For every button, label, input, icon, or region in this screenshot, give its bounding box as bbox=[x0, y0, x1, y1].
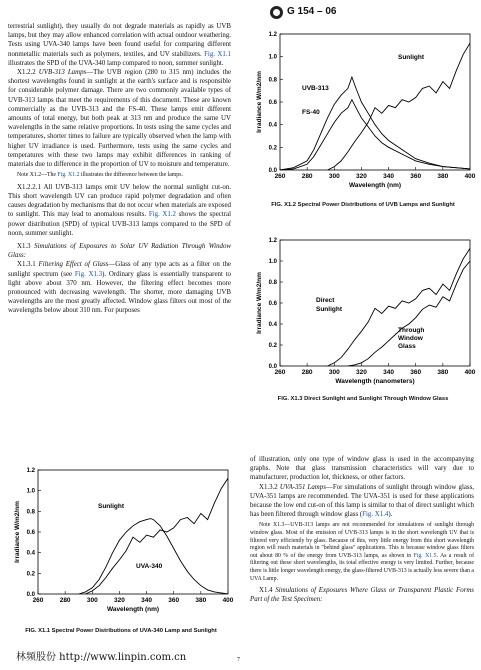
y-tick-label: 0.4 bbox=[268, 122, 277, 129]
plot-frame bbox=[280, 34, 470, 170]
figure-link[interactable]: Fig. X1.4 bbox=[362, 511, 389, 519]
x-tick-label: 260 bbox=[274, 173, 286, 180]
y-axis-label: Irradiance W/m2/nm bbox=[256, 71, 263, 133]
series-line bbox=[348, 261, 470, 366]
x-tick-label: 300 bbox=[86, 597, 98, 604]
spectral-chart-x1-1 bbox=[8, 462, 234, 622]
x-tick-label: 360 bbox=[410, 173, 422, 180]
spectral-chart-x1-3 bbox=[250, 232, 476, 394]
figure-link[interactable]: Fig. X1.1 bbox=[204, 50, 231, 58]
spectral-chart-x1-2 bbox=[250, 26, 476, 198]
x-tick-label: 260 bbox=[274, 369, 286, 376]
plot-frame bbox=[38, 470, 228, 594]
annotation-label: Sunlight bbox=[98, 503, 124, 510]
section-heading: X1.4 Simulations of Exposures Where Glass or Transparent Plastic Forms Part of the Test Specimen: bbox=[250, 587, 474, 604]
annotation-label: Direct bbox=[316, 297, 335, 304]
figure-x1-2 bbox=[250, 26, 476, 198]
x-tick-label: 280 bbox=[301, 173, 313, 180]
x-tick-label: 400 bbox=[222, 597, 234, 604]
paragraph: X1.2.2 UVB-313 Lamps—The UVB region (280 to 315 nm) includes the shortest wavelengths found in sunlight at the earth's surface and is responsible for considerable polymer damage. There are two commonly available types of UVB-313 lamps that meet the requirements of this document. These are known commercially as the UVB-313 and the FS-40. These lamps emit different amounts of total energy, but both peak at 313 nm and produce the same UV wavelengths in the same relative proportions. In tests using the same cycles and temperatures, shorter times to failure are typically observed when the lamp with higher UV irradiance is used. Furthermore, tests using the same cycles and temperatures with these two lamps may exhibit differences in ranking of materials due to difference in the proportion of UV to moisture and temperature. bbox=[8, 69, 232, 169]
figure-caption: FIG. X1.3 Direct Sunlight and Sunlight Through Window Glass bbox=[277, 396, 449, 402]
figure-caption: FIG. X1.2 Spectral Power Distributions of UVB Lamps and Sunlight bbox=[271, 202, 455, 208]
y-tick-label: 0.0 bbox=[268, 168, 277, 174]
x-axis-label: Wavelength (nm) bbox=[106, 606, 160, 613]
figure-link[interactable]: Fig. X1.2 bbox=[57, 172, 80, 179]
x-tick-label: 340 bbox=[141, 597, 153, 604]
series-line bbox=[86, 478, 229, 594]
annotation-label: UVB-313 bbox=[302, 85, 329, 92]
annotation-label: Window bbox=[398, 335, 423, 342]
y-tick-label: 1.0 bbox=[268, 54, 277, 61]
x-tick-label: 340 bbox=[383, 173, 395, 180]
y-tick-label: 0.8 bbox=[268, 280, 277, 286]
y-tick-label: 0.8 bbox=[268, 77, 277, 84]
y-axis-label: Irradiance W/m2/nm bbox=[14, 501, 21, 563]
x-axis-label: Wavelength (nm) bbox=[348, 182, 402, 189]
y-tick-label: 0.4 bbox=[268, 322, 277, 328]
x-tick-label: 320 bbox=[113, 597, 125, 604]
y-tick-label: 0.2 bbox=[268, 145, 277, 152]
y-tick-label: 1.0 bbox=[26, 488, 35, 495]
paragraph: X1.3.2 UVA-351 Lamps—For simulations of sunlight through window glass, UVA-351 lamps are recommended. The UVA-351 is used for these applications because the low end cut-on of this lamp is similar to that of direct sunlight which has been filtered through window glass (Fig. X1.4). bbox=[250, 483, 474, 519]
astm-logo-icon bbox=[270, 6, 283, 19]
y-tick-label: 0.6 bbox=[268, 100, 277, 106]
x-tick-label: 300 bbox=[328, 369, 340, 376]
plot-frame bbox=[280, 240, 470, 366]
y-tick-label: 0.6 bbox=[268, 301, 277, 307]
x-tick-label: 360 bbox=[410, 369, 422, 376]
paragraph: X1.2.2.1 All UVB-313 lamps emit UV below the normal sunlight cut-on. This short wavelength UV can produce rapid polymer degradation and often causes degradation by mechanisms that do not occur when materials are exposed to sunlight. This may lead to anomalous results. Fig. X1.2 shows the spectral power distribution (SPD) of typical UVB-313 lamps compared to the SPD of noon, summer sunlight. bbox=[8, 183, 231, 237]
y-axis-label: Irradiance W/m2/nm bbox=[256, 272, 263, 334]
right-column bbox=[250, 455, 474, 605]
annotation-label: Sunlight bbox=[316, 306, 342, 313]
annotation-label: FS-40 bbox=[302, 109, 320, 116]
figure-caption: FIG. X1.1 Spectral Power Distributions of UVA-340 Lamp and Sunlight bbox=[25, 628, 217, 634]
x-tick-label: 360 bbox=[168, 597, 180, 604]
paragraph: of illustration, only one type of window glass is used in the accompanying graphs. Note that glass transmission characteristics will vary due to manufacturer, production lot, thickness, or other factors. bbox=[250, 456, 474, 482]
x-tick-label: 380 bbox=[195, 597, 207, 604]
x-tick-label: 380 bbox=[437, 369, 449, 376]
annotation-label: Through bbox=[398, 327, 425, 334]
paragraph: X1.3.1 Filtering Effect of Glass—Glass of any type acts as a filter on the sunlight spectrum (see Fig. X1.3). Ordinary glass is essentially transparent to light above about 370 nm. However, the filtering effect becomes more pronounced with decreasing wavelength. The shorter, more damaging UVB wavelengths are the most greatly affected. Window glass filters out most of the wavelengths below about 310 nm. For purposes bbox=[8, 261, 231, 315]
y-tick-label: 0.0 bbox=[26, 592, 35, 598]
y-tick-label: 0.4 bbox=[26, 550, 35, 557]
left-column bbox=[8, 22, 231, 316]
x-tick-label: 280 bbox=[301, 369, 313, 376]
footer-watermark: 林频股份 http://www.linpin.com.cn bbox=[16, 652, 187, 663]
annotation-label: UVA-340 bbox=[136, 563, 163, 570]
figure-link[interactable]: Fig. X1.3 bbox=[74, 270, 103, 278]
x-tick-label: 260 bbox=[32, 597, 44, 604]
x-tick-label: 400 bbox=[464, 369, 476, 376]
y-tick-label: 1.0 bbox=[268, 259, 277, 265]
y-tick-label: 1.2 bbox=[26, 468, 35, 474]
figure-x1-1 bbox=[8, 462, 234, 622]
x-tick-label: 400 bbox=[464, 173, 476, 180]
page-header bbox=[0, 6, 481, 20]
page-number: 7 bbox=[237, 657, 240, 663]
annotation-label: Sunlight bbox=[398, 54, 424, 61]
paragraph: terrestrial sunlight), they usually do not degrade materials as rapidly as UVB lamps, but they may allow enhanced correlation with actual outdoor weathering. Tests using UVA-340 lamps have been found useful for comparing different nonmetallic materials such as polymers, textiles, and UV stabilizers. Fig. X1.1 illustrates the SPD of the UVA-340 lamp compared to noon, summer sunlight. bbox=[8, 23, 231, 67]
x-tick-label: 320 bbox=[355, 173, 367, 180]
figure-link[interactable]: Fig. X1.2 bbox=[148, 211, 176, 219]
standard-designation: G 154 – 06 bbox=[287, 6, 337, 17]
y-tick-label: 0.8 bbox=[26, 509, 35, 516]
x-tick-label: 320 bbox=[355, 369, 367, 376]
y-tick-label: 0.0 bbox=[268, 364, 277, 370]
y-tick-label: 0.2 bbox=[268, 343, 277, 349]
y-tick-label: 0.6 bbox=[26, 530, 35, 536]
x-tick-label: 280 bbox=[59, 597, 71, 604]
y-tick-label: 1.2 bbox=[268, 32, 277, 38]
x-axis-label: Wavelength (nanometers) bbox=[335, 378, 415, 385]
x-tick-label: 300 bbox=[328, 173, 340, 180]
note: Note X1.2—The Fig. X1.2 illustrates the difference between the lamps. bbox=[17, 172, 183, 179]
section-heading: X1.3 Simulations of Exposures to Solar UV Radiation Through Window Glass: bbox=[8, 243, 232, 260]
y-tick-label: 0.2 bbox=[26, 571, 35, 578]
y-tick-label: 1.2 bbox=[268, 238, 277, 244]
figure-link[interactable]: Fig. X1.5 bbox=[413, 552, 437, 559]
note: Note X1.3—UVB-313 lamps are not recommended for simulations of sunlight through window glass. Most of the emission of UVB-313 lamps is in the short wavelength UV that is filtered very efficiently by glass. Because of this, very little energy from this short wavelength region will reach materials in "behind glass" applications. This is because window glass filters out about 80 % of the energy from UVB-313 lamps, as shown in Fig. X1.5. As a result of filtering out these short wavelengths, its total effective energy is very limited. Further, because there is little longer wavelength energy, the glass-filtered UVB-313 is actually less severe than a UVA Lamp. bbox=[250, 522, 474, 582]
annotation-label: Glass bbox=[398, 343, 416, 350]
figure-x1-3 bbox=[250, 232, 476, 394]
x-tick-label: 380 bbox=[437, 173, 449, 180]
x-tick-label: 340 bbox=[383, 369, 395, 376]
